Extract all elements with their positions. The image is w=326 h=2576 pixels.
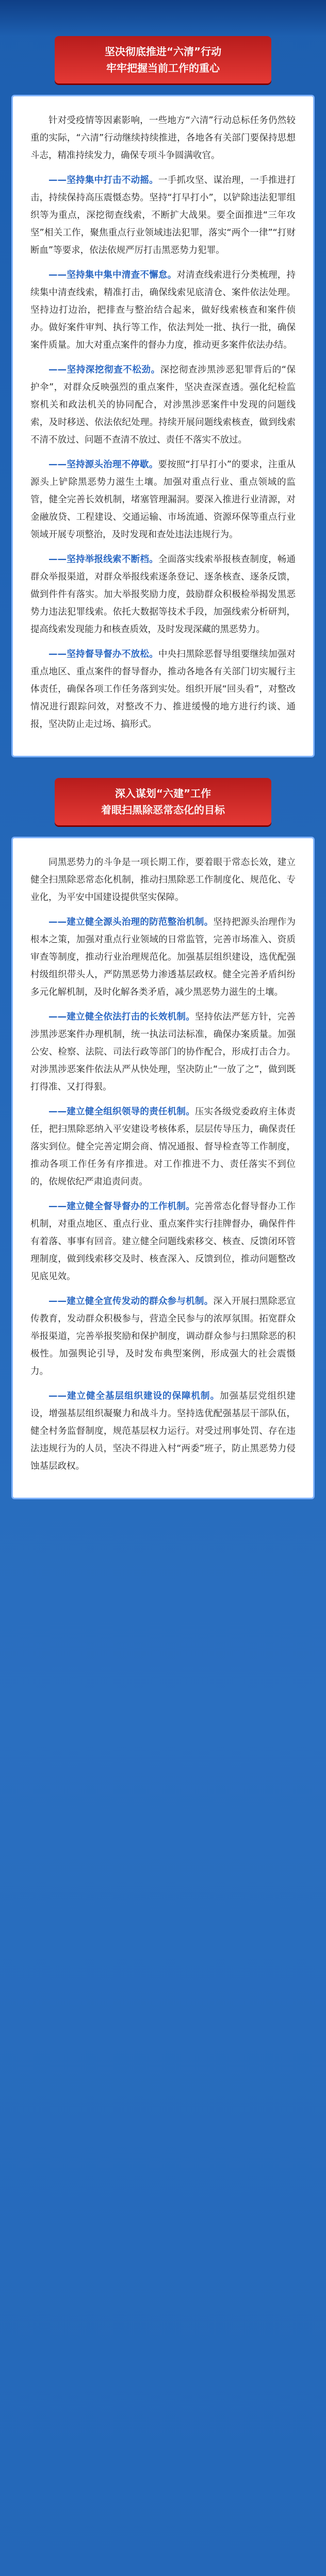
item-lead: ——坚持督导督办不放松。 xyxy=(48,649,158,659)
item-text: 中央扫黑除恶督导组要继续加强对重点地区、重点案件的督导督办，推动各地各有关部门切实履行主体责任，确保各项工作任务落到实处。组织开展“回头看”，对整改情况进行跟踪问效，对整改不力、推进缓慢的地方进行约谈、通报，坚决防止走过场、搞形式。 xyxy=(30,649,296,730)
top-decoration xyxy=(0,0,326,36)
item-lead: ——建立健全依法打击的长效机制。 xyxy=(48,1012,195,1022)
section1-title-line1: 坚决彻底推进“六清”行动 xyxy=(104,45,222,58)
section2-item xyxy=(30,1387,296,1475)
section1-item xyxy=(30,646,296,733)
item-text: 坚持把源头治理作为根本之策，加强对重点行业领域的日常监管，完善市场准入、资质审查等制度，推动行业治理规范化。加强基层组织建设，选优配强村级组织带头人，严防黑恶势力渗透基层政权。健全完善矛盾纠纷多元化解机制，及时化解各类矛盾，减少黑恶势力滋生的土壤。 xyxy=(30,917,296,997)
item-text: 对清查线索进行分类梳理，持续集中清查线索，精准打击，确保线索见底清仓、案件依法处理。坚持边打边治，把排查与整治结合起来，做好线索核查和案件侦办。做好案件审判、执行等工作，依法判处一批、执行一批，确保案件质量。加大对重点案件的督办力度，推动更多案件依法办结。 xyxy=(30,270,296,350)
section2-panel xyxy=(11,837,315,1499)
item-text: 坚持依法严惩方针，完善涉黑涉恶案件办理机制，统一执法司法标准，确保办案质量。加强公安、检察、法院、司法行政等部门的协作配合，形成打击合力。对涉黑涉恶案件依法从严从快处理，坚决防止“一放了之”，做到既打得准、又打得狠。 xyxy=(30,1012,296,1092)
section2-banner xyxy=(55,778,271,825)
item-text: 完善常态化督导督办工作机制，对重点地区、重点行业、重点案件实行挂牌督办，确保件件有着落、事事有回音。建立健全问题线索移交、核查、反馈闭环管理制度，做到线索移交及时、核查深入、反馈到位，推动问题整改见底见效。 xyxy=(30,1201,296,1282)
section1-intro: 针对受疫情等因素影响，一些地方“六清”行动总标任务仍然较重的实际，“六清”行动继续持续推进，各地各有关部门要保持思想斗志，精准持续发力，确保专项斗争圆满收官。 xyxy=(30,115,296,161)
section2-item xyxy=(30,1103,296,1191)
item-lead: ——坚持举报线索不断档。 xyxy=(48,554,158,565)
item-text: 要按照“打早打小”的要求，注重从源头上铲除黑恶势力滋生土壤。加强对重点行业、重点领域的监管，健全完善长效机制，堵塞管理漏洞。要深入推进行业清源，对金融放贷、工程建设、交通运输、市场流通、资源环保等重点行业领域开展专项整治，及时发现和查处违法违规行为。 xyxy=(30,460,296,540)
section2-title-line2: 着眼扫黑除恶常态化的目标 xyxy=(101,804,225,816)
item-text: 一手抓攻坚、谋治理，一手推进打击，持续保持高压震慑态势。坚持“打早打小”，以铲除违法犯罪组织等为重点，深挖彻查线索，不断扩大战果。要全面推进“三年攻坚”相关工作，聚焦重点行业领域违法犯罪，落实“两个一律”“打财断血”等要求，依法依规严厉打击黑恶势力犯罪。 xyxy=(30,175,296,256)
item-text: 压实各级党委政府主体责任，把扫黑除恶纳入平安建设考核体系，层层传导压力，确保责任落实到位。健全完善定期会商、情况通报、督导检查等工作制度，推动各项工作任务有序推进。对工作推进不力、责任落实不到位的，依规依纪严肃追责问责。 xyxy=(30,1107,296,1187)
section1-item xyxy=(30,172,296,259)
section2-title-line1: 深入谋划“六建”工作 xyxy=(115,787,211,800)
section1-title-line2: 牢牢把握当前工作的重心 xyxy=(106,62,220,74)
item-text: 加强基层党组织建设，增强基层组织凝聚力和战斗力。坚持选优配强基层干部队伍，健全村务监督制度，规范基层权力运行。对受过刑事处罚、存在违法违规行为的人员，坚决不得进入村“两委”班子，防止黑恶势力侵蚀基层政权。 xyxy=(30,1391,296,1471)
section2-item xyxy=(30,1198,296,1285)
item-lead: ——建立健全源头治理的防范整治机制。 xyxy=(48,917,214,927)
section2-item xyxy=(30,913,296,1001)
item-lead: ——坚持源头治理不停歇。 xyxy=(48,460,158,470)
item-lead: ——坚持集中集中清查不懈怠。 xyxy=(48,270,177,280)
section1-item xyxy=(30,361,296,449)
section2-item xyxy=(30,1008,296,1096)
section2-item xyxy=(30,1293,296,1380)
item-lead: ——建立健全组织领导的责任机制。 xyxy=(48,1107,195,1117)
item-lead: ——建立健全基层组织建设的保障机制。 xyxy=(48,1391,220,1401)
item-text: 全面落实线索举报核查制度，畅通群众举报渠道，对群众举报线索逐条登记、逐条核查、逐条反馈，做到件件有落实。加大举报奖励力度，鼓励群众积极检举揭发黑恶势力违法犯罪线索。依托大数据等技术手段，加强线索分析研判，提高线索发现能力和核查质效，及时发现深藏的黑恶势力。 xyxy=(30,554,296,635)
item-lead: ——建立健全宣传发动的群众参与机制。 xyxy=(48,1296,214,1307)
bottom-spacer xyxy=(0,1499,326,1530)
section2-intro: 同黑恶势力的斗争是一项长期工作，要着眼于常态长效，建立健全扫黑除恶常态化机制，推动扫黑除恶工作制度化、规范化、专业化，为平安中国建设提供坚实保障。 xyxy=(30,857,296,903)
item-text: 深挖彻查涉黑涉恶犯罪背后的“保护伞”，对群众反映强烈的重点案件，坚决查深查透。强化纪检监察机关和政法机关的协同配合，对涉黑涉恶案件中发现的问题线索，及时移送、依法依纪处理。持续开展问题线索核查，做到线索不清不放过、问题不查清不放过、责任不落实不放过。 xyxy=(30,365,296,445)
section1-item xyxy=(30,551,296,638)
section1-panel xyxy=(11,95,315,757)
item-text: 深入开展扫黑除恶宣传教育，发动群众积极参与，营造全民参与的浓厚氛围。拓宽群众举报渠道，完善举报奖励和保护制度，调动群众参与扫黑除恶的积极性。加强舆论引导，及时发布典型案例，形成强大的社会震慑力。 xyxy=(30,1296,296,1377)
item-lead: ——建立健全督导督办的工作机制。 xyxy=(48,1201,195,1212)
section1-banner xyxy=(55,36,271,83)
section1-item xyxy=(30,266,296,354)
item-lead: ——坚持集中打击不动摇。 xyxy=(48,175,158,185)
item-lead: ——坚持深挖彻查不松劲。 xyxy=(48,365,160,375)
section1-item xyxy=(30,456,296,544)
